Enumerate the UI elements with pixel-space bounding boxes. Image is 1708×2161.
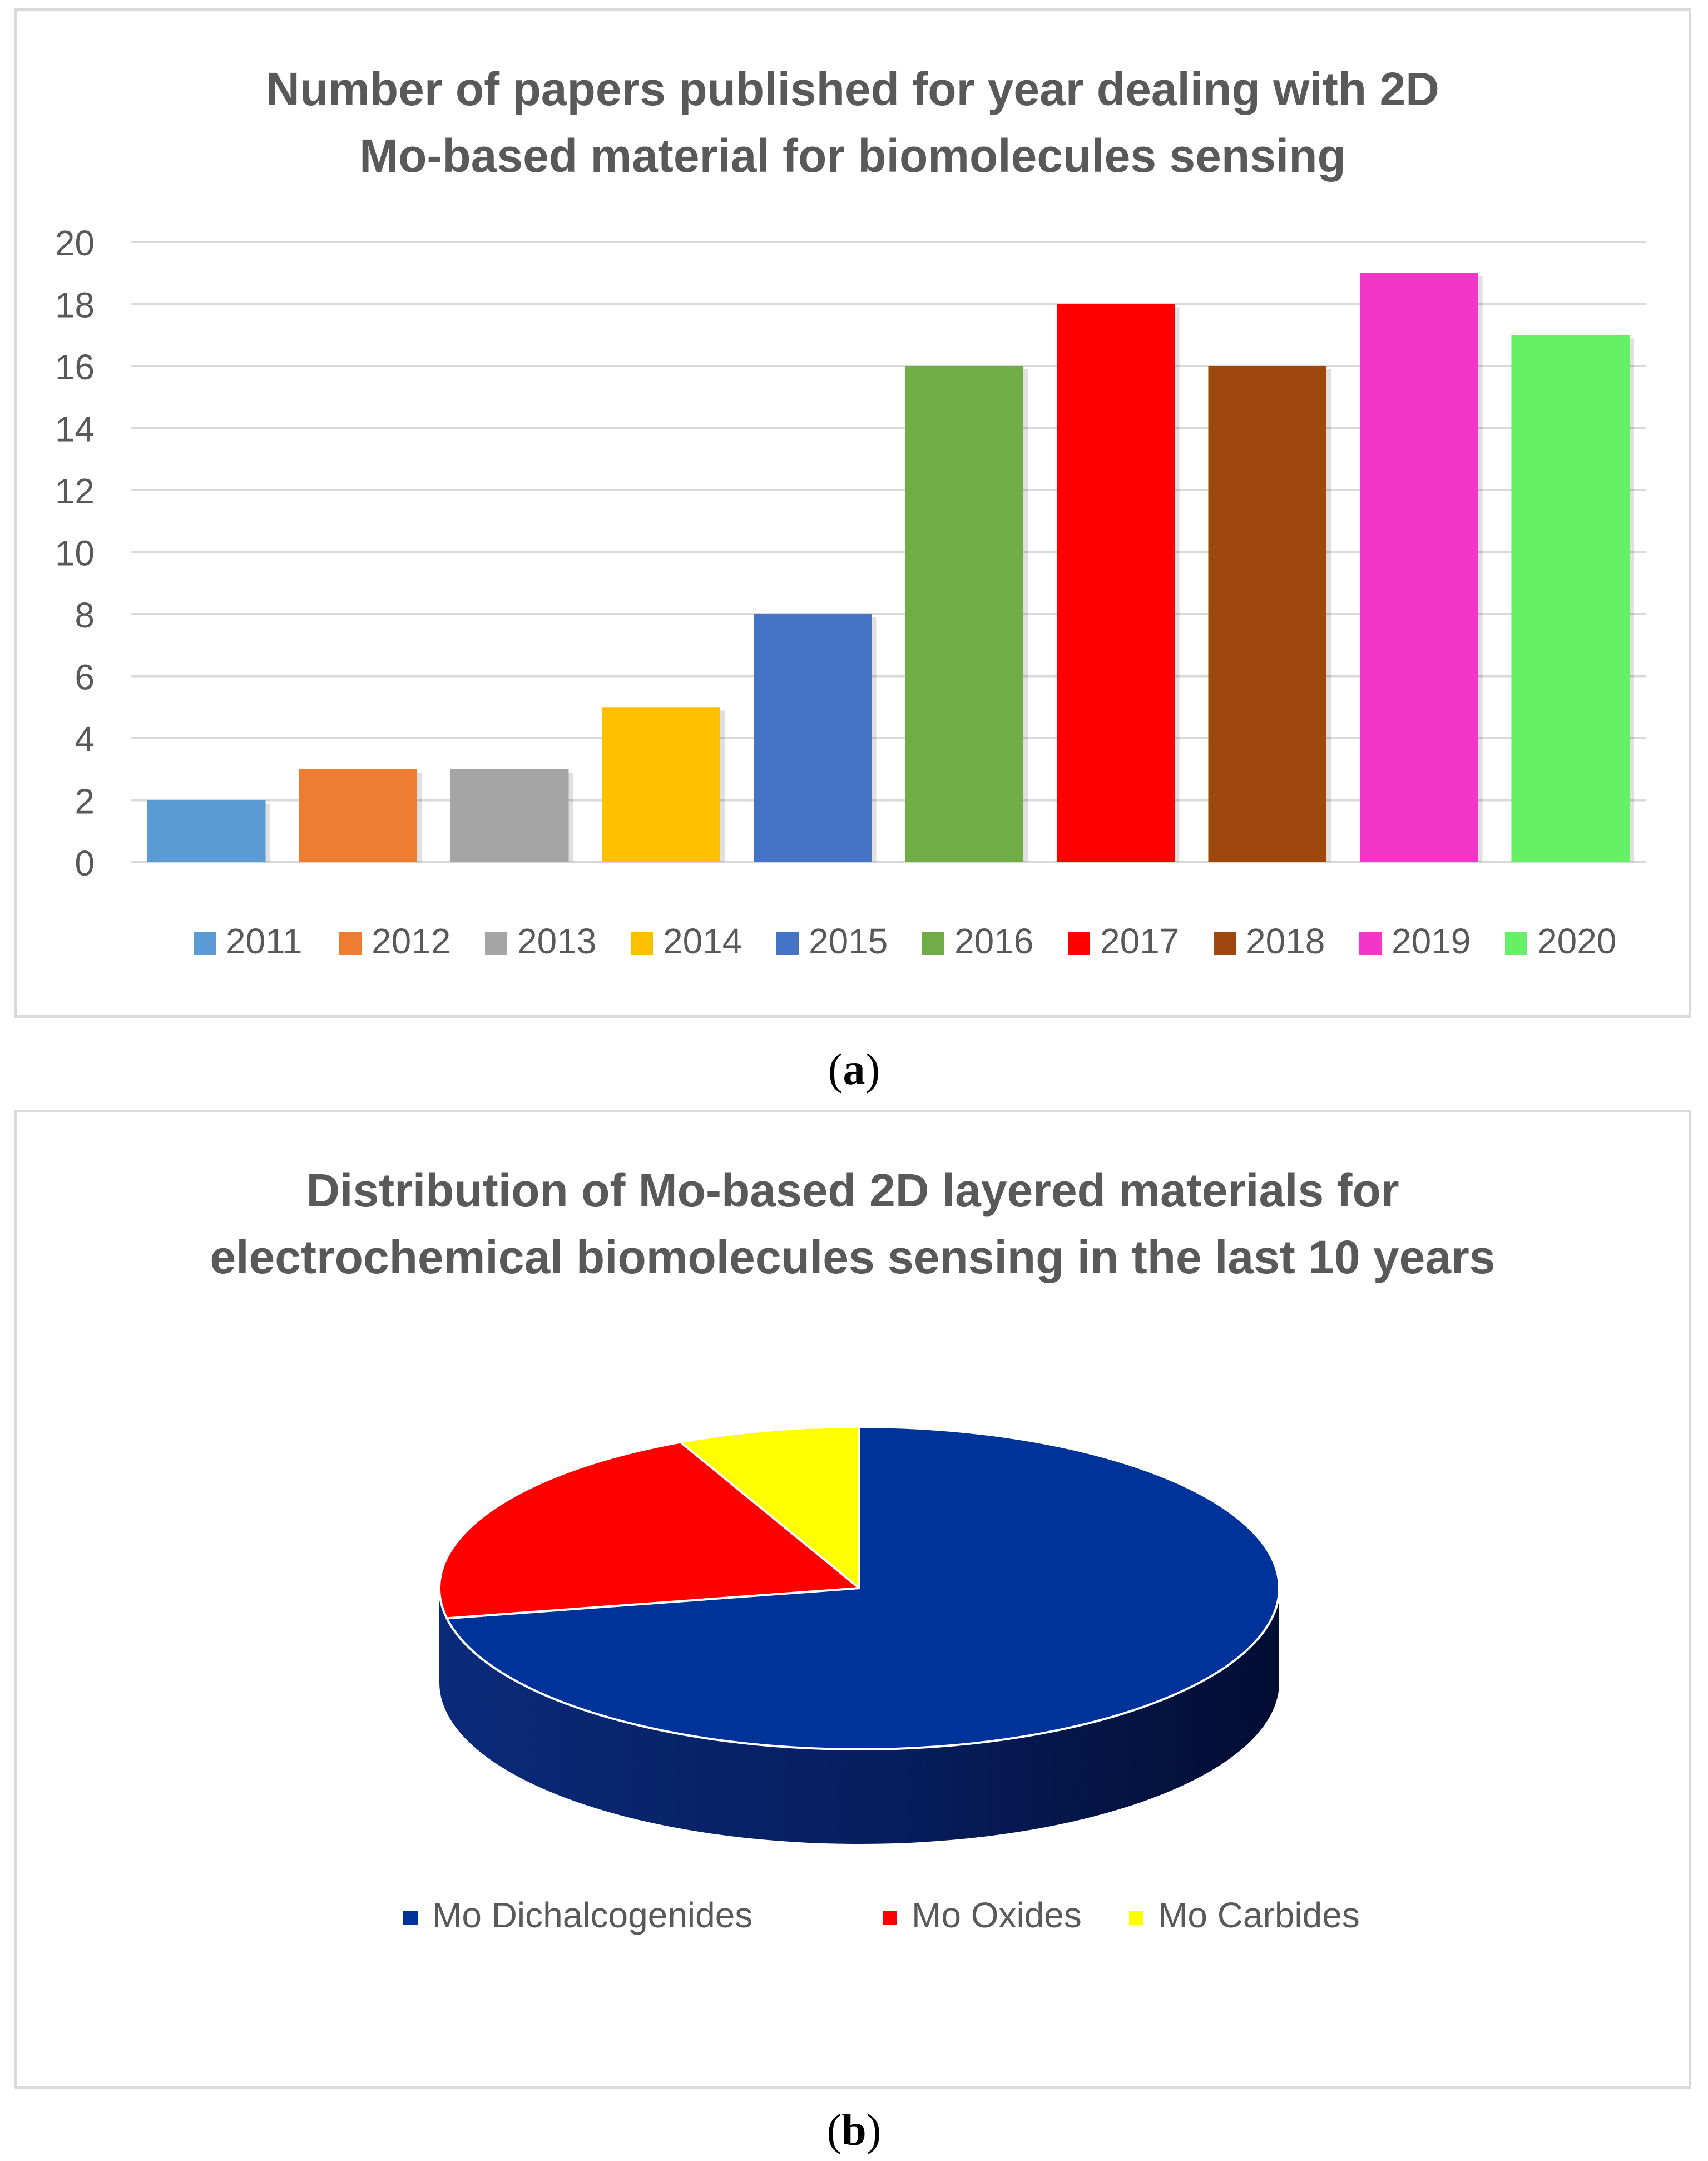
y-tick-label: 8 <box>75 595 95 635</box>
y-tick-label: 6 <box>75 657 95 698</box>
pie-chart-plot <box>17 1112 1689 2086</box>
legend-swatch <box>1505 932 1527 955</box>
pie-chart-title-line-1: Distribution of Mo-based 2D layered materials for <box>306 1164 1399 1217</box>
legend-swatch <box>922 932 944 955</box>
legend-swatch <box>194 932 216 955</box>
y-tick-label: 10 <box>55 533 95 573</box>
legend-label: Mo Dichalcogenides <box>432 1895 753 1935</box>
bar-chart-title-line-1: Number of papers published for year dealing with 2D <box>266 63 1439 115</box>
bar-chart-panel <box>14 8 1691 1018</box>
legend-label: 2017 <box>1100 921 1180 961</box>
legend-swatch <box>631 932 653 955</box>
bar-2016 <box>905 366 1023 862</box>
pie-chart-title-line-2: electrochemical biomolecules sensing in the last 10 years <box>210 1231 1496 1283</box>
y-tick-label: 16 <box>55 347 95 387</box>
bar-2011 <box>147 800 266 863</box>
legend-label: 2019 <box>1392 921 1471 961</box>
legend-swatch <box>1129 1911 1143 1925</box>
bar-chart-plot <box>17 11 1689 1015</box>
legend-label: 2020 <box>1537 921 1617 961</box>
legend-swatch <box>883 1911 897 1925</box>
y-tick-label: 14 <box>55 409 95 449</box>
panel-label-b: (b) <box>826 2106 882 2155</box>
legend-label: 2014 <box>663 921 742 961</box>
bar-2015 <box>754 614 872 862</box>
legend-label: 2015 <box>809 921 888 961</box>
legend-label: 2011 <box>226 921 303 961</box>
y-tick-label: 4 <box>75 719 95 759</box>
y-tick-label: 0 <box>75 843 95 883</box>
panel-label-b-text: b <box>841 2106 867 2155</box>
legend-label: 2018 <box>1246 921 1325 961</box>
legend-label: 2012 <box>372 921 451 961</box>
y-tick-label: 20 <box>55 223 95 263</box>
bar-chart-title-line-2: Mo-based material for biomolecules sensing <box>359 130 1346 182</box>
legend-swatch <box>339 932 362 955</box>
legend-swatch <box>485 932 507 955</box>
bar-2014 <box>602 707 720 862</box>
bar-2020 <box>1511 335 1630 862</box>
legend-swatch <box>1214 932 1236 955</box>
bar-2019 <box>1360 273 1478 862</box>
panel-label-a-text: a <box>843 1045 865 1094</box>
panel-label-a: (a) <box>828 1045 880 1094</box>
y-tick-label: 2 <box>75 781 95 822</box>
legend-label: 2016 <box>954 921 1034 961</box>
bar-2018 <box>1208 366 1326 862</box>
legend-swatch <box>776 932 799 955</box>
legend-label: Mo Carbides <box>1158 1895 1360 1935</box>
bar-2017 <box>1057 304 1175 863</box>
legend-label: 2013 <box>517 921 597 961</box>
y-tick-label: 12 <box>55 471 95 511</box>
bar-2012 <box>299 769 417 862</box>
legend-swatch <box>1359 932 1382 955</box>
legend-label: Mo Oxides <box>912 1895 1082 1935</box>
pie-chart-panel <box>14 1110 1691 2089</box>
bar-2013 <box>450 769 569 862</box>
legend-swatch <box>403 1911 418 1925</box>
y-tick-label: 18 <box>55 285 95 325</box>
legend-swatch <box>1068 932 1090 955</box>
